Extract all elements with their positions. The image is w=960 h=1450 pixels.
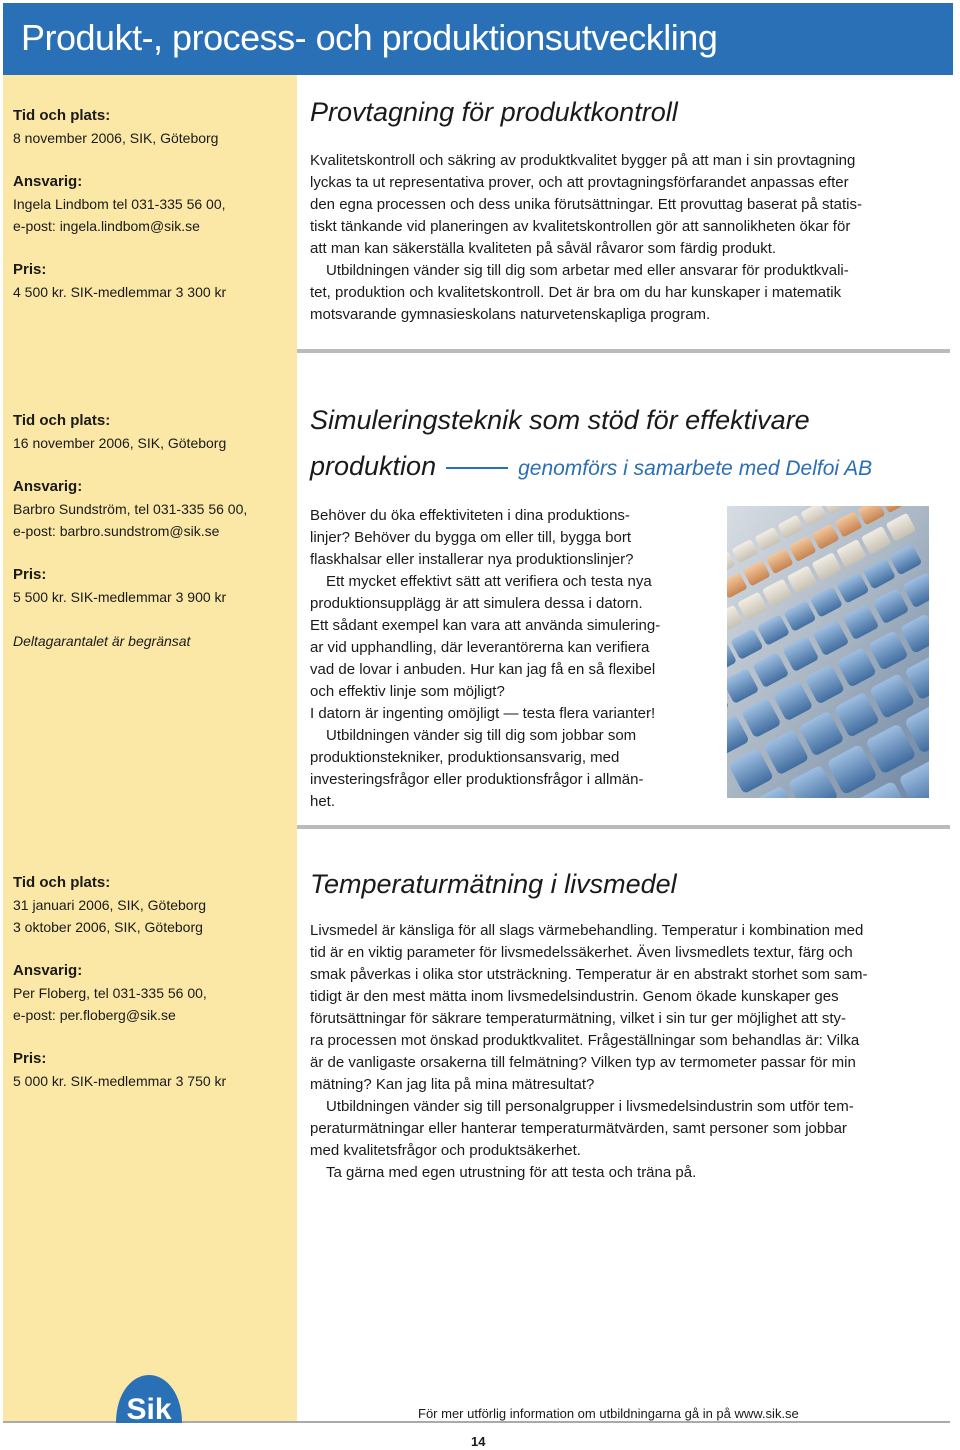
body-line: Ta gärna med egen utrustning för att testa och träna på.	[326, 1164, 697, 1181]
responsible-name: Ingela Lindbom tel 031-335 56 00,	[13, 196, 226, 212]
time-place-value: 8 november 2006, SIK, Göteborg	[13, 130, 219, 146]
course-2-info-sidebar	[3, 352, 297, 828]
body-line: är de vanligaste orsakerna till felmätning? Vilken typ av termometer passar för min	[310, 1054, 856, 1071]
responsible-email: e-post: ingela.lindbom@sik.se	[13, 218, 200, 234]
body-line: tet, produktion och kvalitetskontroll. Det är bra om du har kunskaper i matematik	[310, 284, 842, 301]
body-line: tid är en viktig parameter för livsmedelssäkerhet. Även livsmedlets textur, färg och	[310, 944, 853, 961]
body-line: Behöver du öka effektiviteten i dina produktions-	[310, 507, 630, 524]
footer-info: För mer utförlig information om utbildningarna gå in på www.sik.se	[418, 1406, 799, 1421]
body-line: flaskhalsar eller installerar nya produktionslinjer?	[310, 551, 634, 568]
body-line: investeringsfrågor eller produktionsfrågor i allmän-	[310, 771, 644, 788]
course-3-info-sidebar	[3, 828, 297, 1421]
section-divider	[297, 825, 950, 829]
body-line: tiskt tänkande vid planeringen av kvalitetskontrollen gör att sannolikheten ökar för	[310, 218, 851, 235]
time-place-label: Tid och plats:	[13, 874, 111, 891]
time-place-label: Tid och plats:	[13, 412, 111, 429]
price-label: Pris:	[13, 1050, 47, 1067]
body-line: peraturmätningar eller hanterar temperaturmätvärden, samt personer som jobbar	[310, 1120, 847, 1137]
body-line: Utbildningen vänder sig till dig som jobbar som	[326, 727, 637, 744]
course-2-title: Simuleringsteknik som stöd för effektivare	[310, 405, 810, 435]
body-line: vad de lovar i anbuden. Hur kan jag få en så flexibel	[310, 661, 656, 678]
body-line: Kvalitetskontroll och säkring av produktkvalitet bygger på att man i sin provtagning	[310, 152, 856, 169]
responsible-name: Barbro Sundström, tel 031-335 56 00,	[13, 501, 248, 517]
body-line: lyckas ta ut representativa prover, och att provtagningsförfarandet anpassas efter	[310, 174, 849, 191]
course-3-content	[310, 862, 945, 1184]
body-line: linjer? Behöver du bygga om eller till, bygga bort	[310, 529, 632, 546]
body-line: mätning? Kan jag lita på mina mätresultat?	[310, 1076, 595, 1093]
body-line: produktionsupplägg är att simulera dessa i datorn.	[310, 595, 643, 612]
responsible-label: Ansvarig:	[13, 478, 83, 495]
body-line: produktionstekniker, produktionsansvarig, med	[310, 749, 620, 766]
sik-logo	[112, 1373, 186, 1425]
time-place-label: Tid och plats:	[13, 107, 111, 124]
body-line: Ett mycket effektivt sätt att verifiera och testa nya	[326, 573, 652, 590]
responsible-label: Ansvarig:	[13, 962, 83, 979]
time-place-value: 31 januari 2006, SIK, Göteborg	[13, 897, 207, 913]
responsible-email: e-post: per.floberg@sik.se	[13, 1007, 176, 1023]
responsible-label: Ansvarig:	[13, 173, 83, 190]
responsible-email: e-post: barbro.sundstrom@sik.se	[13, 523, 220, 539]
logo-text: Sik	[126, 1393, 172, 1425]
body-line: Utbildningen vänder sig till dig som arbetar med eller ansvarar för produktkvali-	[326, 262, 849, 279]
page-number: 14	[471, 1434, 486, 1449]
price-value: 5 000 kr. SIK-medlemmar 3 750 kr	[13, 1073, 227, 1089]
course-1-title: Provtagning för produktkontroll	[310, 97, 678, 127]
body-line: den egna processen och dess unika förutsättningar. Ett provuttag baserat på statis-	[310, 196, 863, 213]
participant-limit-note: Deltagarantalet är begränsat	[13, 633, 191, 649]
body-line: het.	[310, 793, 336, 810]
body-line: att man kan säkerställa kvaliteten på såväl råvaror som färdig produkt.	[310, 240, 777, 257]
body-line: Livsmedel är känsliga för all slags värmebehandling. Temperatur i kombination med	[310, 922, 864, 939]
body-line: och effektiv linje som möjligt?	[310, 683, 505, 700]
page-title: Produkt-, process- och produktionsutveckling	[21, 17, 718, 58]
price-value: 5 500 kr. SIK-medlemmar 3 900 kr	[13, 589, 227, 605]
price-label: Pris:	[13, 566, 47, 583]
time-place-value: 16 november 2006, SIK, Göteborg	[13, 435, 227, 451]
body-line: motsvarande gymnasieskolans naturvetenskapliga program.	[310, 306, 711, 323]
body-line: ar vid upphandling, där leverantörerna kan verifiera	[310, 639, 650, 656]
responsible-name: Per Floberg, tel 031-335 56 00,	[13, 985, 207, 1001]
body-line: ra processen mot önskad produktkvalitet. Frågeställningar som behandlas är: Vilka	[310, 1032, 860, 1049]
body-line: förutsättningar för säkrare temperaturmätning, vilket i sin tur ger möjlighet att sty-	[310, 1010, 847, 1027]
course-1-content	[310, 90, 945, 326]
body-line: I datorn är ingenting omöjligt — testa flera varianter!	[310, 705, 656, 722]
section-divider	[297, 349, 950, 353]
body-line: med kvalitetsfrågor och produktsäkerhet.	[310, 1142, 581, 1159]
keyboard-photo	[727, 506, 929, 798]
price-label: Pris:	[13, 261, 47, 278]
time-place-value: 3 oktober 2006, SIK, Göteborg	[13, 919, 203, 935]
body-line: Ett sådant exempel kan vara att använda simulering-	[310, 617, 661, 634]
course-2-title-cont: produktion	[310, 451, 437, 481]
body-line: Utbildningen vänder sig till personalgrupper i livsmedelsindustrin som utför tem-	[326, 1098, 854, 1115]
body-line: smak påverkas i olika stor utsträckning. Temperatur är en abstrakt storhet som sam-	[310, 966, 868, 983]
price-value: 4 500 kr. SIK-medlemmar 3 300 kr	[13, 284, 227, 300]
body-line: tidigt är den mest mätta inom livsmedelsindustrin. Genom ökade kunskaper ges	[310, 988, 839, 1005]
title-dash	[446, 467, 508, 469]
course-2-partner-note: genomförs i samarbete med Delfoi AB	[518, 457, 873, 480]
course-3-title: Temperaturmätning i livsmedel	[310, 869, 677, 899]
header-banner	[3, 3, 953, 75]
course-1-info-sidebar	[3, 75, 297, 352]
